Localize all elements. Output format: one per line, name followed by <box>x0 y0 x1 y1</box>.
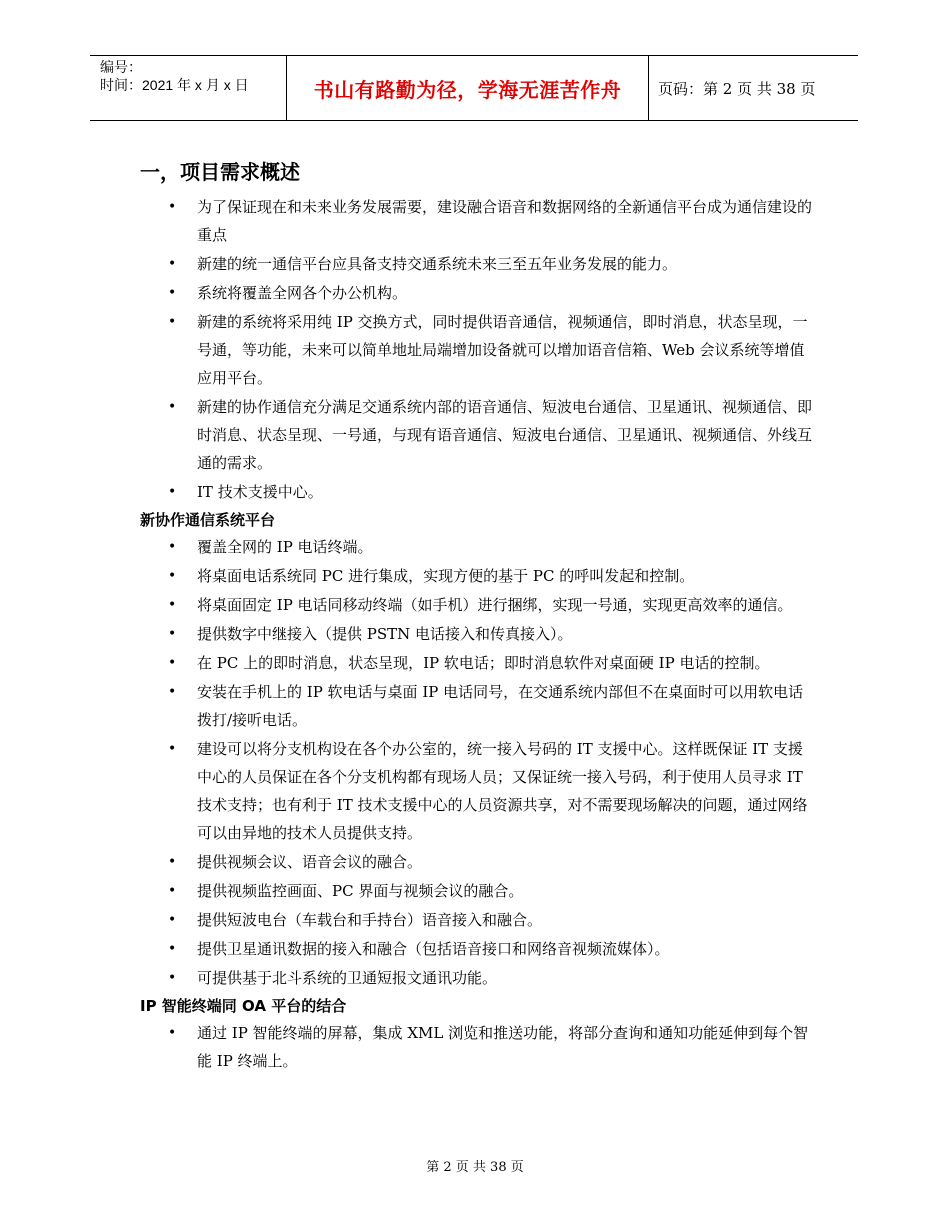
list-item-text: 提供短波电台（车载台和手持台）语音接入和融合。 <box>197 911 543 929</box>
list-item-text: 在 PC 上的即时消息，状态呈现，IP 软电话；即时消息软件对桌面硬 IP 电话的控制。 <box>197 654 770 672</box>
header-motto: 书山有路勤为径，学海无涯苦作舟 <box>313 77 622 102</box>
bullet-icon: • <box>168 741 177 757</box>
list-item <box>140 591 812 619</box>
list-item-text: 提供卫星通讯数据的接入和融合（包括语音接口和网络音视频流媒体）。 <box>197 940 670 958</box>
bullet-icon: • <box>168 256 177 272</box>
section-list <box>140 533 812 992</box>
list-item <box>140 533 812 561</box>
section-subtitle: IP 智能终端同 OA 平台的结合 <box>140 997 347 1015</box>
bullet-icon: • <box>168 626 177 642</box>
list-item-text: 通过 IP 智能终端的屏幕，集成 XML 浏览和推送功能，将部分查询和通知功能延伸到每个智能 IP 终端上。 <box>197 1024 809 1070</box>
list-item <box>140 620 812 648</box>
list-item-text: 提供数字中继接入（提供 PSTN 电话接入和传真接入）。 <box>197 625 573 643</box>
list-item <box>140 649 812 677</box>
bullet-icon: • <box>168 597 177 613</box>
bullet-icon: • <box>168 684 177 700</box>
page-footer: 第 2 页 共 38 页 <box>426 1160 524 1175</box>
page-header <box>90 55 858 121</box>
bullet-icon: • <box>168 199 177 215</box>
list-item-text: 提供视频会议、语音会议的融合。 <box>197 853 423 871</box>
header-page-label: 页码：第 2 页 共 38 页 <box>658 79 816 98</box>
list-item-text: 覆盖全网的 IP 电话终端。 <box>197 538 373 556</box>
list-item <box>140 562 812 590</box>
bullet-icon: • <box>168 399 177 415</box>
bullet-icon: • <box>168 568 177 584</box>
document-time-label: 时间：2021 年 x 月 x 日 <box>100 77 249 93</box>
document-number-label: 编号： <box>100 59 142 75</box>
header-motto-cell <box>286 56 649 120</box>
bullet-icon: • <box>168 314 177 330</box>
bullet-icon: • <box>168 1025 177 1041</box>
bullet-icon: • <box>168 970 177 986</box>
list-item <box>140 906 812 934</box>
list-item-text: 新建的系统将采用纯 IP 交换方式，同时提供语音通信，视频通信，即时消息，状态呈现，一号通，等功能，未来可以简单地址局端增加设备就可以增加语音信箱、Web 会议系统等增值应用平台。 <box>197 313 808 387</box>
bullet-icon: • <box>168 883 177 899</box>
list-item <box>140 935 812 963</box>
list-item-text: 为了保证现在和未来业务发展需要，建设融合语音和数据网络的全新通信平台成为通信建设的重点 <box>197 198 813 244</box>
list-item-text: 将桌面固定 IP 电话同移动终端（如手机）进行捆绑，实现一号通，实现更高效率的通信。 <box>197 596 793 614</box>
bullet-icon: • <box>168 285 177 301</box>
list-item-text: 提供视频监控画面、PC 界面与视频会议的融合。 <box>197 882 524 900</box>
list-item <box>140 678 812 734</box>
section-subtitle: 新协作通信系统平台 <box>140 511 276 529</box>
list-item <box>140 308 812 392</box>
section-title: 一，项目需求概述 <box>140 160 300 184</box>
list-item-text: 安装在手机上的 IP 软电话与桌面 IP 电话同号，在交通系统内部但不在桌面时可以用软电话拨打/接听电话。 <box>197 683 804 729</box>
list-item <box>140 877 812 905</box>
bullet-icon: • <box>168 484 177 500</box>
list-item <box>140 193 812 249</box>
list-item <box>140 1019 812 1075</box>
bullet-icon: • <box>168 854 177 870</box>
section-list <box>140 1019 812 1075</box>
list-item <box>140 848 812 876</box>
list-item-text: 系统将覆盖全网各个办公机构。 <box>197 284 408 302</box>
list-item-text: 新建的统一通信平台应具备支持交通系统未来三至五年业务发展的能力。 <box>197 255 678 273</box>
list-item-text: 可提供基于北斗系统的卫通短报文通讯功能。 <box>197 969 498 987</box>
list-item <box>140 279 812 307</box>
list-item <box>140 964 812 992</box>
bullet-icon: • <box>168 655 177 671</box>
header-meta <box>90 56 286 120</box>
bullet-icon: • <box>168 539 177 555</box>
list-item-text: 新建的协作通信充分满足交通系统内部的语音通信、短波电台通信、卫星通讯、视频通信、即时消息、状态呈现、一号通，与现有语音通信、短波电台通信、卫星通讯、视频通信、外线互通的需求。 <box>197 398 813 472</box>
list-item-text: 建设可以将分支机构设在各个办公室的，统一接入号码的 IT 支援中心。这样既保证 IT 支援中心的人员保证在各个分支机构都有现场人员；又保证统一接入号码，利于使用人员寻求 IT 技术支持；也有利于 IT 技术支援中心的人员资源共享，对不需要现场解决的问题，通过网络可以由异地的技术人员提供支持。 <box>197 740 808 842</box>
section-list <box>140 193 812 506</box>
list-item-text: IT 技术支援中心。 <box>197 483 323 501</box>
list-item <box>140 735 812 847</box>
list-item-text: 将桌面电话系统同 PC 进行集成，实现方便的基于 PC 的呼叫发起和控制。 <box>197 567 695 585</box>
list-item <box>140 250 812 278</box>
bullet-icon: • <box>168 941 177 957</box>
bullet-icon: • <box>168 912 177 928</box>
list-item <box>140 393 812 477</box>
list-item <box>140 478 812 506</box>
document-body <box>140 157 812 1076</box>
